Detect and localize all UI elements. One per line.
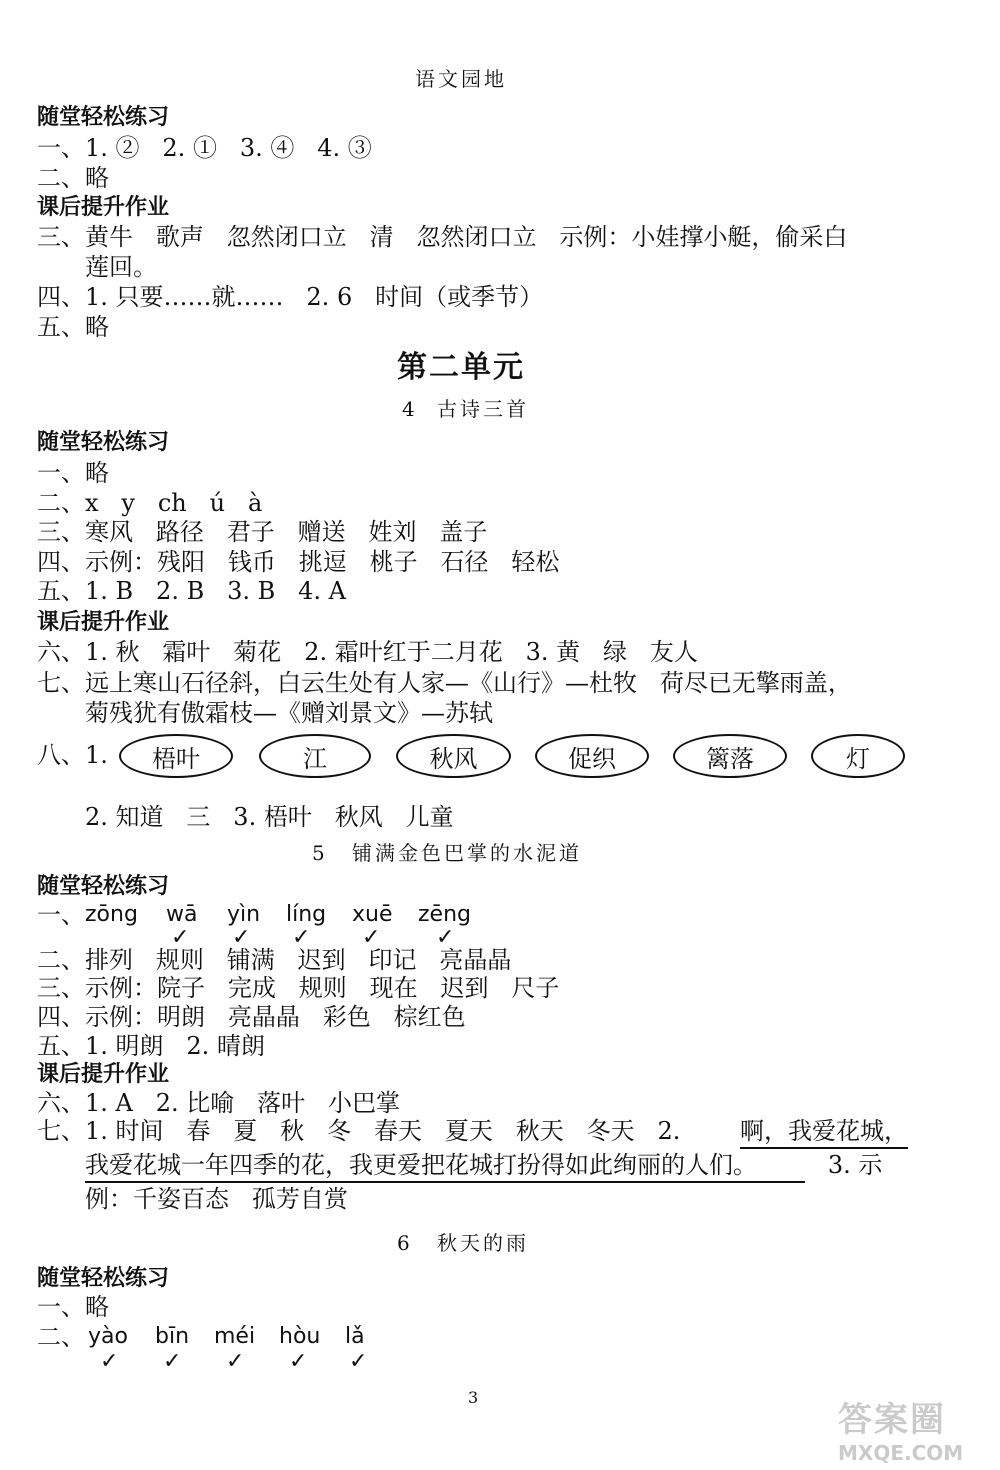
pinyin-option: zōng [85, 902, 138, 927]
answer-line-prefix: 一、 [37, 901, 85, 929]
answer-line: 3. 示 [805, 1151, 883, 1179]
underline [740, 1147, 908, 1149]
underlined-answer: 我爱花城一年四季的花，我更爱把花城打扮得如此绚丽的人们。 [85, 1151, 757, 1179]
check-mark-icon: ✓ [289, 1349, 308, 1374]
pinyin-option: zēng [418, 902, 471, 927]
answer-line: 五、略 [37, 313, 109, 341]
page-number: 3 [468, 1388, 479, 1407]
heading-homework: 课后提升作业 [37, 1062, 170, 1087]
answer-line: 五、1. 明朗 2. 晴朗 [37, 1032, 265, 1060]
heading-practice: 随堂轻松练习 [37, 105, 170, 130]
oval-answer: 梧叶 [119, 734, 233, 778]
answer-line: 六、1. 秋 霜叶 菊花 2. 霜叶红于二月花 3. 黄 绿 友人 [37, 638, 698, 666]
pinyin-option: hòu [279, 1324, 321, 1349]
answer-line: 四、1. 只要……就…… 2. 6 时间（或季节） [37, 283, 544, 311]
answer-line-prefix: 二、 [37, 1323, 85, 1351]
answer-line: 二、略 [37, 164, 109, 192]
answer-line: 一、略 [37, 459, 109, 487]
check-mark-icon: ✓ [362, 925, 381, 950]
pinyin-option: bīn [155, 1324, 190, 1349]
heading-practice: 随堂轻松练习 [37, 430, 170, 455]
answer-line: 三、黄牛 歌声 忽然闭口立 清 忽然闭口立 示例：小娃撑小艇，偷采白 [37, 223, 848, 251]
pinyin-option: wā [166, 902, 198, 927]
answer-line: 2. 知道 三 3. 梧叶 秋风 儿童 [85, 803, 454, 831]
oval-answer: 灯 [811, 734, 905, 778]
answer-line: 一、略 [37, 1293, 109, 1321]
answer-line-prefix: 八、1. [37, 741, 108, 769]
answer-line: 四、示例：残阳 钱币 挑逗 桃子 石径 轻松 [37, 548, 560, 576]
watermark-url: MXQE.COM [838, 1441, 964, 1465]
oval-answer: 江 [259, 734, 371, 778]
answer-line: 三、示例：院子 完成 规则 现在 迟到 尺子 [37, 974, 560, 1002]
pinyin-option: xuē [352, 902, 393, 927]
pinyin-option: méi [214, 1324, 256, 1349]
check-mark-icon: ✓ [232, 925, 251, 950]
check-mark-icon: ✓ [226, 1349, 245, 1374]
unit-title: 第二单元 [397, 350, 525, 385]
answer-line: 三、寒风 路径 君子 赠送 姓刘 盖子 [37, 518, 488, 546]
underline [85, 1181, 805, 1183]
oval-answer: 促织 [535, 734, 649, 778]
check-mark-icon: ✓ [292, 925, 311, 950]
pinyin-option: lǎ [345, 1324, 365, 1349]
check-mark-icon: ✓ [163, 1349, 182, 1374]
pinyin-option: yào [88, 1324, 128, 1349]
lesson-number: 4 [402, 397, 418, 421]
answer-line: 四、示例：明朗 亮晶晶 彩色 棕红色 [37, 1003, 466, 1031]
answer-line: 二、x y ch ú à [37, 489, 263, 517]
oval-answer: 秋风 [396, 734, 511, 778]
heading-homework: 课后提升作业 [37, 610, 170, 635]
underlined-answer: 啊，我爱花城， [740, 1117, 908, 1145]
section-title: 语文园地 [415, 67, 507, 91]
heading-homework: 课后提升作业 [37, 195, 170, 220]
pinyin-option: yìn [227, 902, 261, 927]
heading-practice: 随堂轻松练习 [37, 1266, 170, 1291]
check-mark-icon: ✓ [436, 925, 455, 950]
answer-line: 一、1. ② 2. ① 3. ④ 4. ③ [37, 134, 372, 162]
answer-line: 七、远上寒山石径斜，白云生处有人家—《山行》—杜牧 荷尽已无擎雨盖， [37, 669, 852, 697]
watermark-logo [838, 1392, 988, 1465]
lesson-number: 5 [312, 841, 328, 865]
heading-practice: 随堂轻松练习 [37, 874, 170, 899]
lesson-title: 秋天的雨 [437, 1231, 529, 1255]
check-mark-icon: ✓ [100, 1349, 119, 1374]
answer-line: 六、1. A 2. 比喻 落叶 小巴掌 [37, 1089, 401, 1117]
lesson-number: 6 [397, 1231, 413, 1255]
answer-line: 菊残犹有傲霜枝—《赠刘景文》—苏轼 [85, 699, 493, 727]
answer-line: 例：千姿百态 孤芳自赏 [85, 1185, 348, 1213]
watermark-text: 答案圈 [838, 1400, 946, 1440]
answer-line: 五、1. B 2. B 3. B 4. A [37, 577, 347, 605]
lesson-title: 铺满金色巴掌的水泥道 [352, 841, 582, 865]
oval-answer: 篱落 [673, 734, 787, 778]
answer-line: 莲回。 [85, 253, 157, 281]
pinyin-option: líng [286, 902, 327, 927]
answer-line: 二、排列 规则 铺满 迟到 印记 亮晶晶 [37, 946, 512, 974]
check-mark-icon: ✓ [349, 1349, 368, 1374]
answer-line: 七、1. 时间 春 夏 秋 冬 春天 夏天 秋天 冬天 2. [37, 1117, 689, 1145]
lesson-title: 古诗三首 [437, 397, 529, 421]
check-mark-icon: ✓ [171, 925, 190, 950]
